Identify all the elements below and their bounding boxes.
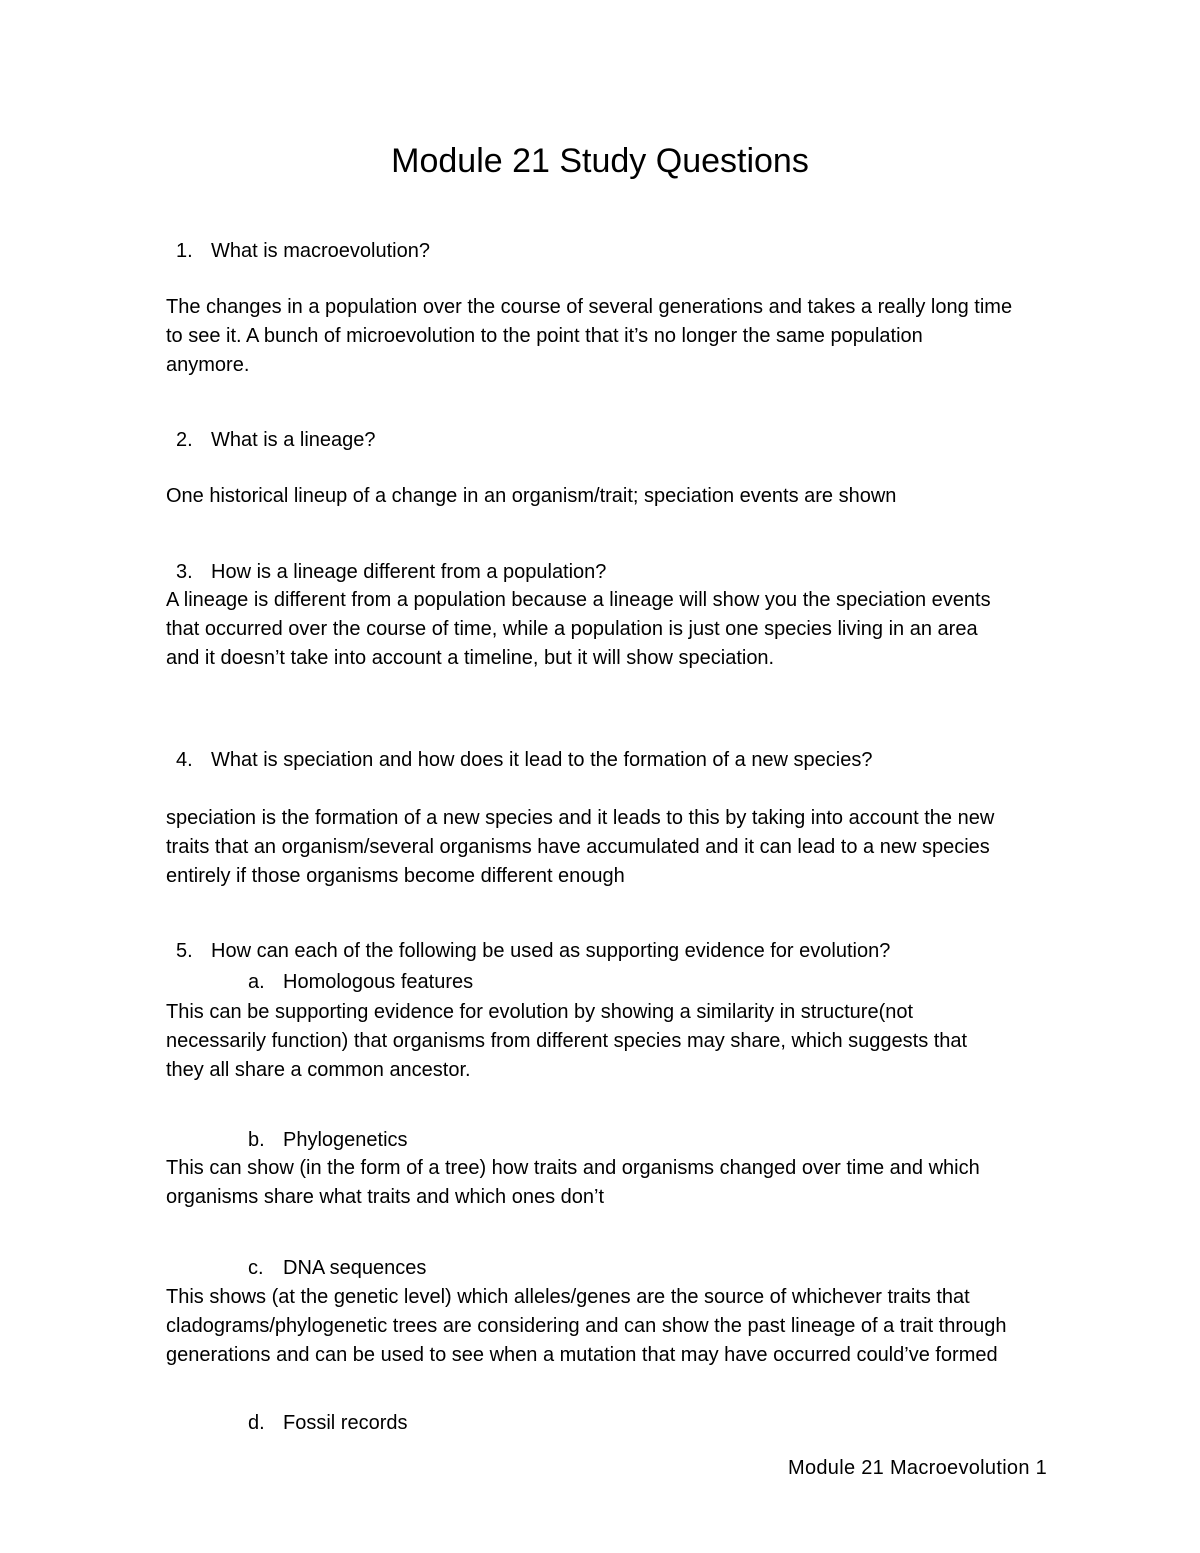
answer-line: This can show (in the form of a tree) how traits and organisms changed over time and which bbox=[166, 1157, 980, 1179]
answer-line: This shows (at the genetic level) which alleles/genes are the source of whichever traits that bbox=[166, 1286, 970, 1308]
subitem-d bbox=[248, 1409, 408, 1438]
subitem-text: Phylogenetics bbox=[283, 1129, 408, 1151]
subitem-letter: d. bbox=[248, 1412, 265, 1434]
subitem-c bbox=[248, 1254, 427, 1283]
question-text: How is a lineage different from a population? bbox=[211, 561, 607, 583]
question-number: 5. bbox=[176, 940, 193, 962]
subitem-text: DNA sequences bbox=[283, 1257, 427, 1279]
question-number: 2. bbox=[176, 429, 193, 451]
subitem-letter: b. bbox=[248, 1129, 265, 1151]
subitem-letter: c. bbox=[248, 1257, 264, 1279]
answer-5c bbox=[166, 1283, 1096, 1370]
answer-line: to see it. A bunch of microevolution to the point that it’s no longer the same population bbox=[166, 325, 923, 347]
answer-5b bbox=[166, 1154, 1096, 1212]
answer-4 bbox=[166, 804, 1096, 891]
answer-line: The changes in a population over the course of several generations and takes a really long time bbox=[166, 296, 1013, 318]
answer-line: organisms share what traits and which ones don’t bbox=[166, 1186, 605, 1208]
subitem-a bbox=[248, 968, 474, 997]
question-4 bbox=[176, 746, 873, 775]
question-text: What is macroevolution? bbox=[211, 240, 430, 262]
question-number: 3. bbox=[176, 561, 193, 583]
question-text: What is a lineage? bbox=[211, 429, 376, 451]
answer-2 bbox=[166, 482, 1096, 511]
page-title: Module 21 Study Questions bbox=[391, 142, 809, 180]
question-2 bbox=[176, 426, 376, 455]
answer-line: anymore. bbox=[166, 354, 250, 376]
answer-line: speciation is the formation of a new species and it leads to this by taking into account the new bbox=[166, 807, 995, 829]
answer-line: necessarily function) that organisms from different species may share, which suggests that bbox=[166, 1030, 968, 1052]
answer-line: and it doesn’t take into account a timeline, but it will show speciation. bbox=[166, 647, 775, 669]
answer-line: that occurred over the course of time, while a population is just one species living in an area bbox=[166, 618, 978, 640]
question-number: 4. bbox=[176, 749, 193, 771]
subitem-text: Fossil records bbox=[283, 1412, 408, 1434]
question-text: How can each of the following be used as supporting evidence for evolution? bbox=[211, 940, 891, 962]
subitem-b bbox=[248, 1126, 408, 1155]
question-text: What is speciation and how does it lead to the formation of a new species? bbox=[211, 749, 873, 771]
subitem-letter: a. bbox=[248, 971, 265, 993]
answer-line: One historical lineup of a change in an organism/trait; speciation events are shown bbox=[166, 485, 897, 507]
answer-line: traits that an organism/several organisms have accumulated and it can lead to a new species bbox=[166, 836, 990, 858]
answer-line: they all share a common ancestor. bbox=[166, 1059, 471, 1081]
answer-line: cladograms/phylogenetic trees are considering and can show the past lineage of a trait through bbox=[166, 1315, 1007, 1337]
subitem-text: Homologous features bbox=[283, 971, 474, 993]
answer-1 bbox=[166, 293, 1096, 380]
question-1 bbox=[176, 237, 430, 266]
answer-line: entirely if those organisms become different enough bbox=[166, 865, 625, 887]
question-3 bbox=[176, 558, 607, 587]
answer-5a bbox=[166, 998, 1096, 1085]
answer-3 bbox=[166, 586, 1096, 673]
question-5 bbox=[176, 937, 891, 966]
answer-line: This can be supporting evidence for evolution by showing a similarity in structure(not bbox=[166, 1001, 914, 1023]
page-footer: Module 21 Macroevolution 1 bbox=[788, 1457, 1048, 1479]
question-number: 1. bbox=[176, 240, 193, 262]
answer-line: A lineage is different from a population because a lineage will show you the speciation events bbox=[166, 589, 991, 611]
answer-line: generations and can be used to see when a mutation that may have occurred could’ve formed bbox=[166, 1344, 998, 1366]
